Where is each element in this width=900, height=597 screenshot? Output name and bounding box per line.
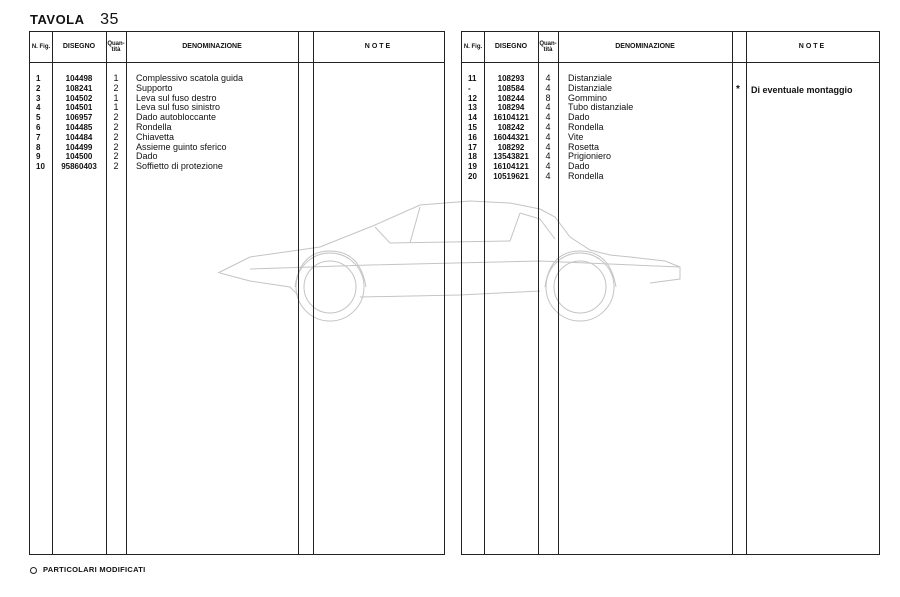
cell-desc: Distanziale bbox=[568, 82, 613, 93]
cell-fig: 3 bbox=[36, 93, 41, 103]
cell-code: 13543821 bbox=[493, 152, 529, 162]
table-row bbox=[30, 74, 444, 84]
cell-qty: 4 bbox=[545, 170, 551, 181]
cell-qty: 2 bbox=[113, 112, 119, 123]
header-disegno: DISEGNO bbox=[494, 43, 528, 50]
cell-code: 104484 bbox=[65, 132, 93, 142]
cell-code: 104500 bbox=[65, 152, 93, 162]
header-note: NOTE bbox=[364, 43, 393, 50]
cell-desc: Dado autobloccante bbox=[136, 112, 217, 123]
cell-desc: Prigioniero bbox=[568, 151, 612, 162]
parts-table-left bbox=[29, 31, 445, 555]
cell-desc: Rondella bbox=[568, 170, 604, 181]
page-title bbox=[30, 11, 119, 29]
table-row bbox=[30, 152, 444, 162]
table-row bbox=[30, 123, 444, 133]
cell-qty: 4 bbox=[545, 112, 551, 123]
footer-legend bbox=[30, 565, 146, 574]
table-row bbox=[30, 133, 444, 143]
header-quantita: Quan- tità bbox=[539, 40, 557, 53]
cell-qty: 1 bbox=[113, 102, 119, 113]
header-denominazione: DENOMINAZIONE bbox=[615, 43, 675, 50]
cell-code: 104502 bbox=[65, 93, 93, 103]
cell-code: 104485 bbox=[65, 122, 93, 132]
cell-fig: 17 bbox=[468, 142, 477, 152]
title-number: 35 bbox=[100, 11, 119, 28]
cell-fig: 6 bbox=[36, 122, 41, 132]
cell-desc: Chiavetta bbox=[136, 131, 175, 142]
table-row bbox=[462, 143, 879, 153]
cell-desc: Rondella bbox=[568, 121, 604, 132]
cell-desc: Dado bbox=[568, 161, 590, 172]
table-header-right bbox=[462, 32, 879, 63]
header-disegno: DISEGNO bbox=[62, 43, 96, 50]
cell-desc: Assieme guinto sferico bbox=[136, 141, 227, 152]
cell-code: 108244 bbox=[497, 93, 525, 103]
table-row bbox=[30, 143, 444, 153]
cell-fig: 7 bbox=[36, 132, 41, 142]
cell-fig: 8 bbox=[36, 142, 41, 152]
table-body-left bbox=[30, 74, 444, 172]
cell-fig: - bbox=[468, 83, 471, 93]
table-header-left bbox=[30, 32, 444, 63]
table-row bbox=[462, 152, 879, 162]
cell-code: 104501 bbox=[65, 103, 93, 113]
footer-label: PARTICOLARI MODIFICATI bbox=[43, 565, 146, 574]
cell-desc: Dado bbox=[568, 112, 590, 123]
cell-fig: 5 bbox=[36, 113, 41, 123]
cell-fig: 18 bbox=[468, 152, 477, 162]
table-row bbox=[462, 103, 879, 113]
cell-code: 108584 bbox=[497, 83, 525, 93]
cell-code: 95860403 bbox=[61, 162, 97, 172]
table-row bbox=[30, 162, 444, 172]
table-row bbox=[30, 84, 444, 94]
table-row bbox=[462, 133, 879, 143]
cell-qty: 4 bbox=[545, 151, 551, 162]
note-marker: * bbox=[736, 84, 740, 95]
cell-code: 16104121 bbox=[493, 162, 529, 172]
header-quantita: Quan- tità bbox=[107, 40, 125, 53]
cell-fig: 13 bbox=[468, 103, 477, 113]
cell-qty: 2 bbox=[113, 161, 119, 172]
table-row bbox=[462, 162, 879, 172]
cell-fig: 12 bbox=[468, 93, 477, 103]
modified-circle-icon bbox=[30, 567, 37, 574]
cell-qty: 2 bbox=[113, 82, 119, 93]
cell-fig: 15 bbox=[468, 122, 477, 132]
cell-code: 10519621 bbox=[493, 171, 529, 181]
cell-code: 104498 bbox=[65, 74, 93, 83]
cell-fig: 2 bbox=[36, 83, 41, 93]
cell-desc: Supporto bbox=[136, 82, 173, 93]
cell-code: 108294 bbox=[497, 103, 525, 113]
cell-fig: 19 bbox=[468, 162, 477, 172]
cell-code: 16104121 bbox=[493, 113, 529, 123]
cell-code: 106957 bbox=[65, 113, 93, 123]
cell-qty: 8 bbox=[545, 92, 551, 103]
cell-fig: 14 bbox=[468, 113, 477, 123]
cell-qty: 2 bbox=[113, 141, 119, 152]
cell-qty: 2 bbox=[113, 151, 119, 162]
cell-desc: Vite bbox=[568, 131, 584, 142]
cell-desc: Leva sul fuso destro bbox=[136, 92, 217, 103]
cell-code: 108292 bbox=[497, 142, 525, 152]
cell-qty: 4 bbox=[545, 131, 551, 142]
cell-fig: 16 bbox=[468, 132, 477, 142]
cell-desc: Gommino bbox=[568, 92, 608, 103]
cell-qty: 4 bbox=[545, 82, 551, 93]
cell-fig: 4 bbox=[36, 103, 41, 113]
cell-desc: Tubo distanziale bbox=[568, 102, 634, 113]
note-text: Di eventuale montaggio bbox=[751, 85, 853, 95]
cell-code: 16044321 bbox=[493, 132, 529, 142]
cell-qty: 4 bbox=[545, 102, 551, 113]
table-row bbox=[462, 172, 879, 182]
cell-code: 108293 bbox=[497, 74, 525, 83]
cell-qty: 1 bbox=[113, 73, 119, 83]
parts-table-right bbox=[461, 31, 880, 555]
header-note: NOTE bbox=[798, 43, 827, 50]
cell-fig: 9 bbox=[36, 152, 41, 162]
cell-code: 108242 bbox=[497, 122, 525, 132]
cell-qty: 1 bbox=[113, 92, 119, 103]
table-row bbox=[30, 103, 444, 113]
cell-qty: 2 bbox=[113, 121, 119, 132]
cell-desc: Distanziale bbox=[568, 73, 613, 83]
table-row bbox=[30, 94, 444, 104]
cell-desc: Leva sul fuso sinistro bbox=[136, 102, 221, 113]
table-row bbox=[462, 94, 879, 104]
cell-fig: 20 bbox=[468, 171, 477, 181]
cell-desc: Rosetta bbox=[568, 141, 600, 152]
cell-qty: 2 bbox=[113, 131, 119, 142]
cell-desc: Rondella bbox=[136, 121, 172, 132]
header-fig: N. Fig. bbox=[463, 43, 483, 50]
cell-fig: 1 bbox=[36, 74, 41, 83]
cell-code: 108241 bbox=[65, 83, 93, 93]
cell-desc: Complessivo scatola guida bbox=[136, 73, 244, 83]
header-fig: N. Fig. bbox=[31, 43, 51, 50]
cell-fig: 10 bbox=[36, 162, 45, 172]
cell-desc: Dado bbox=[136, 151, 158, 162]
cell-qty: 4 bbox=[545, 121, 551, 132]
cell-qty: 4 bbox=[545, 141, 551, 152]
cell-qty: 4 bbox=[545, 161, 551, 172]
cell-qty: 4 bbox=[545, 73, 551, 83]
header-denominazione: DENOMINAZIONE bbox=[182, 43, 242, 50]
table-row bbox=[462, 113, 879, 123]
cell-desc: Soffietto di protezione bbox=[136, 161, 223, 172]
cell-fig: 11 bbox=[468, 74, 477, 83]
table-row bbox=[462, 123, 879, 133]
table-row bbox=[30, 113, 444, 123]
cell-code: 104499 bbox=[65, 142, 93, 152]
table-row bbox=[462, 74, 879, 84]
title-label: TAVOLA bbox=[30, 12, 85, 27]
